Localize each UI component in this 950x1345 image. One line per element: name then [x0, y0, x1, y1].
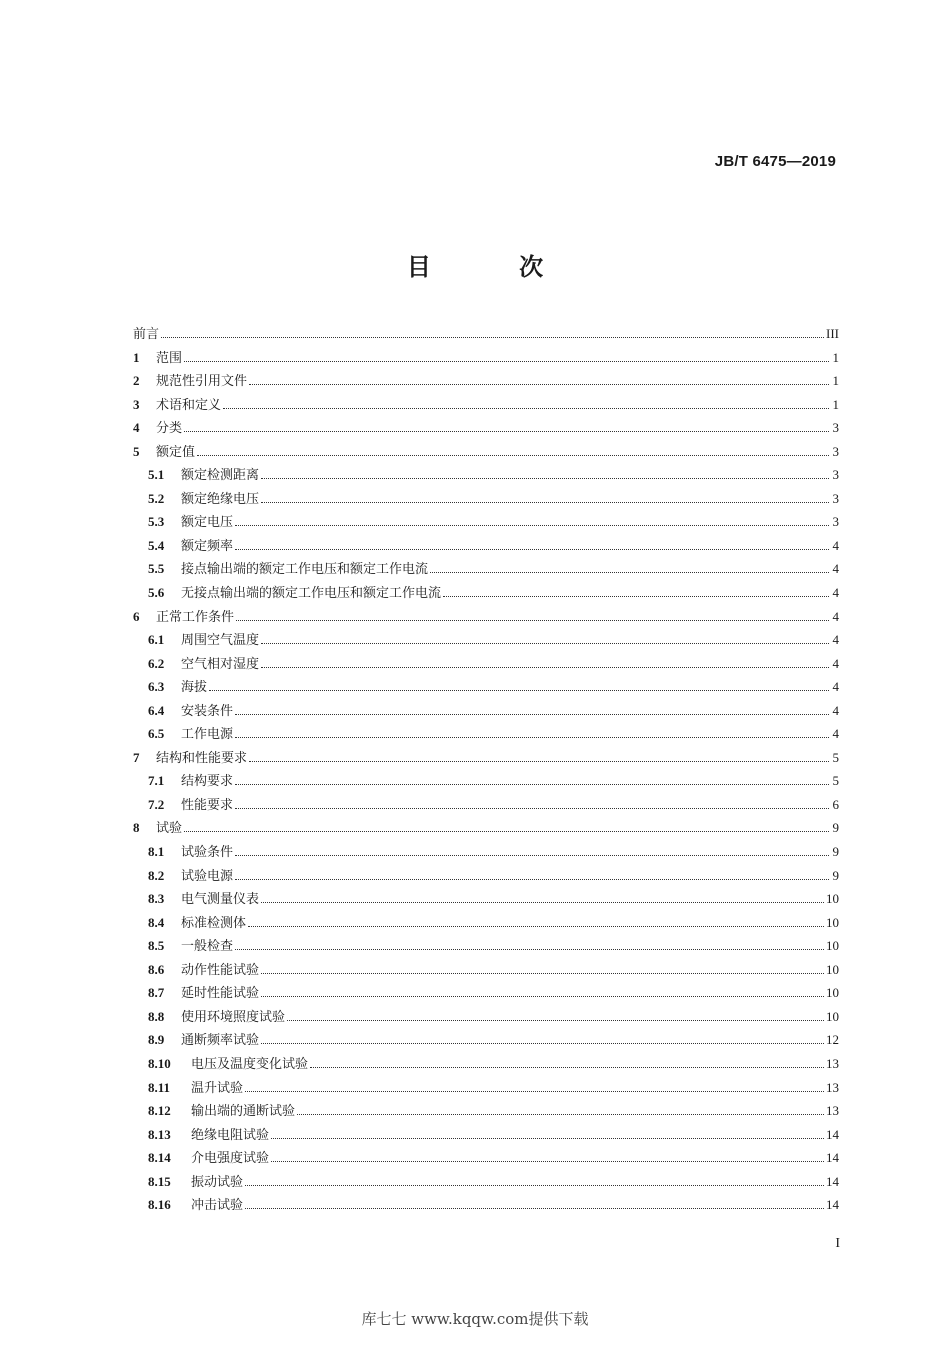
toc-entry[interactable]: [133, 606, 839, 630]
toc-entry-label: 试验: [156, 821, 183, 837]
toc-entry-label: 接点输出端的额定工作电压和额定工作电流: [181, 562, 429, 578]
toc-entry-number: 8.14: [148, 1150, 171, 1166]
page-number: I: [835, 1236, 840, 1251]
toc-entry[interactable]: [133, 676, 839, 700]
toc-entry[interactable]: [133, 865, 839, 889]
toc-entry-label: 额定检测距离: [181, 468, 260, 484]
dot-leader: [245, 1207, 824, 1209]
dot-leader: [184, 430, 829, 432]
toc-entry-label: 试验电源: [181, 868, 234, 884]
toc-entry-number: 8.8: [148, 1008, 165, 1024]
dot-leader: [261, 1042, 824, 1044]
toc-entry-label: 额定值: [156, 444, 196, 460]
toc-entry[interactable]: [133, 794, 839, 818]
toc-entry-number: 8.7: [148, 985, 165, 1001]
toc-entry-page: 3: [832, 467, 839, 483]
toc-entry-label: 分类: [156, 421, 183, 437]
toc-entry-page: 4: [832, 655, 839, 671]
toc-entry-page: 4: [832, 561, 839, 577]
toc-entry[interactable]: [133, 417, 839, 441]
toc-entry-number: 8.9: [148, 1032, 165, 1048]
toc-entry[interactable]: [133, 582, 839, 606]
dot-leader: [197, 454, 829, 456]
toc-entry-label: 输出端的通断试验: [191, 1104, 296, 1120]
toc-entry[interactable]: [133, 558, 839, 582]
dot-leader: [235, 736, 829, 738]
toc-entry-label: 冲击试验: [191, 1198, 244, 1214]
toc-entry-label: 性能要求: [181, 797, 234, 813]
toc-entry-page: 9: [832, 867, 839, 883]
toc-entry-label: 绝缘电阻试验: [191, 1127, 270, 1143]
dot-leader: [430, 571, 829, 573]
toc-entry-number: 7: [133, 749, 140, 765]
toc-entry-number: 5.1: [148, 467, 165, 483]
toc-entry-number: 8.5: [148, 938, 165, 954]
toc-entry-page: 10: [826, 961, 839, 977]
dot-leader: [248, 925, 824, 927]
toc-entry-page: 1: [832, 349, 839, 365]
toc-entry[interactable]: [133, 1100, 839, 1124]
toc-entry[interactable]: [133, 653, 839, 677]
toc-entry-page: 13: [826, 1079, 839, 1095]
dot-leader: [261, 972, 824, 974]
toc-entry-page: 14: [826, 1197, 839, 1213]
dot-leader: [245, 1090, 824, 1092]
page-title: 目 次: [406, 253, 584, 281]
toc-entry-page: III: [826, 326, 839, 341]
dot-leader: [235, 854, 829, 856]
toc-entry-label: 前言: [133, 327, 160, 342]
toc-entry-label: 无接点输出端的额定工作电压和额定工作电流: [181, 586, 442, 602]
toc-entry-page: 13: [826, 1055, 839, 1071]
toc-entry-page: 14: [826, 1150, 839, 1166]
toc-entry-number: 5.6: [148, 585, 165, 601]
toc-entry[interactable]: [133, 441, 839, 465]
toc-entry-number: 2: [133, 373, 140, 389]
toc-entry[interactable]: [133, 511, 839, 535]
toc-entry-label: 通断频率试验: [181, 1033, 260, 1049]
table-of-contents: [133, 323, 839, 1218]
toc-entry-page: 14: [826, 1173, 839, 1189]
dot-leader: [235, 548, 829, 550]
toc-entry-page: 3: [832, 443, 839, 459]
toc-entry-number: 7.2: [148, 796, 165, 812]
toc-entry-number: 8.11: [148, 1079, 171, 1095]
dot-leader: [297, 1113, 824, 1115]
toc-entry-number: 7.1: [148, 773, 165, 789]
toc-entry-page: 9: [832, 820, 839, 836]
toc-entry-number: 6.5: [148, 726, 165, 742]
toc-entry[interactable]: [133, 1006, 839, 1030]
toc-entry-page: 4: [832, 679, 839, 695]
toc-entry-number: 8.12: [148, 1103, 171, 1119]
toc-entry-label: 结构和性能要求: [156, 750, 248, 766]
toc-entry-page: 12: [826, 1032, 839, 1048]
toc-entry-page: 4: [832, 632, 839, 648]
toc-entry-number: 8.15: [148, 1173, 171, 1189]
toc-entry-page: 5: [832, 749, 839, 765]
toc-entry-page: 4: [832, 608, 839, 624]
toc-entry-label: 介电强度试验: [191, 1151, 270, 1167]
toc-entry-number: 6.2: [148, 655, 165, 671]
dot-leader: [287, 1019, 824, 1021]
toc-entry-page: 4: [832, 726, 839, 742]
toc-entry-number: 5.3: [148, 514, 165, 530]
toc-entry-number: 3: [133, 396, 140, 412]
toc-entry[interactable]: [133, 723, 839, 747]
toc-entry-page: 10: [826, 938, 839, 954]
toc-entry-label: 周围空气温度: [181, 633, 260, 649]
toc-entry-label: 工作电源: [181, 727, 234, 743]
dot-leader: [209, 689, 829, 691]
dot-leader: [184, 830, 829, 832]
toc-entry-number: 8.2: [148, 867, 165, 883]
toc-entry-page: 10: [826, 985, 839, 1001]
toc-entry-label: 延时性能试验: [181, 986, 260, 1002]
dot-leader: [261, 477, 829, 479]
dot-leader: [249, 383, 829, 385]
toc-entry-label: 标准检测体: [181, 915, 247, 931]
dot-leader: [235, 948, 824, 950]
toc-entry[interactable]: [133, 747, 839, 771]
dot-leader: [236, 619, 829, 621]
dot-leader: [161, 336, 824, 338]
toc-entry-number: 6: [133, 608, 140, 624]
toc-entry-label: 结构要求: [181, 774, 234, 790]
dot-leader: [235, 878, 829, 880]
toc-entry[interactable]: [133, 1147, 839, 1171]
toc-entry-label: 电气测量仪表: [181, 892, 260, 908]
toc-entry-number: 6.4: [148, 702, 165, 718]
toc-entry-label: 使用环境照度试验: [181, 1009, 286, 1025]
toc-entry[interactable]: [133, 982, 839, 1006]
dot-leader: [261, 501, 829, 503]
dot-leader: [184, 360, 829, 362]
toc-entry[interactable]: [133, 700, 839, 724]
dot-leader: [310, 1066, 824, 1068]
toc-entry-label: 海拔: [181, 680, 208, 696]
toc-entry-page: 4: [832, 702, 839, 718]
toc-entry-number: 5: [133, 443, 140, 459]
dot-leader: [443, 595, 829, 597]
toc-entry-label: 温升试验: [191, 1080, 244, 1096]
toc-entry-label: 正常工作条件: [156, 609, 235, 625]
toc-entry[interactable]: [133, 323, 839, 347]
dot-leader: [261, 666, 829, 668]
toc-entry[interactable]: [133, 394, 839, 418]
toc-entry[interactable]: [133, 629, 839, 653]
toc-entry[interactable]: [133, 1124, 839, 1148]
toc-entry-page: 1: [832, 373, 839, 389]
toc-entry-number: 6.1: [148, 632, 165, 648]
toc-entry-label: 范围: [156, 350, 183, 366]
toc-entry[interactable]: [133, 770, 839, 794]
toc-entry-page: 5: [832, 773, 839, 789]
toc-entry-number: 8.13: [148, 1126, 171, 1142]
toc-entry-label: 电压及温度变化试验: [191, 1056, 309, 1072]
standard-number: JB/T 6475—2019: [714, 153, 836, 170]
toc-entry-page: 13: [826, 1103, 839, 1119]
dot-leader: [235, 713, 829, 715]
toc-entry-page: 3: [832, 490, 839, 506]
toc-entry[interactable]: [133, 959, 839, 983]
toc-entry[interactable]: [133, 488, 839, 512]
dot-leader: [261, 901, 824, 903]
toc-entry[interactable]: [133, 1077, 839, 1101]
toc-entry[interactable]: [133, 1029, 839, 1053]
toc-entry-number: 5.4: [148, 537, 165, 553]
toc-entry-page: 10: [826, 891, 839, 907]
toc-entry-label: 额定电压: [181, 515, 234, 531]
toc-entry[interactable]: [133, 888, 839, 912]
toc-entry-page: 14: [826, 1126, 839, 1142]
toc-entry-number: 6.3: [148, 679, 165, 695]
toc-entry[interactable]: [133, 1171, 839, 1195]
toc-entry[interactable]: [133, 841, 839, 865]
toc-entry-page: 3: [832, 514, 839, 530]
dot-leader: [261, 642, 829, 644]
dot-leader: [271, 1137, 824, 1139]
toc-entry[interactable]: [133, 817, 839, 841]
toc-entry[interactable]: [133, 370, 839, 394]
dot-leader: [245, 1184, 824, 1186]
toc-entry-number: 8.3: [148, 891, 165, 907]
dot-leader: [235, 783, 829, 785]
toc-entry-number: 8.4: [148, 914, 165, 930]
toc-entry-page: 3: [832, 420, 839, 436]
toc-entry-page: 4: [832, 585, 839, 601]
toc-entry[interactable]: [133, 347, 839, 371]
toc-entry-page: 6: [832, 796, 839, 812]
toc-entry-page: 1: [832, 396, 839, 412]
toc-entry-page: 9: [832, 844, 839, 860]
toc-entry-label: 额定绝缘电压: [181, 491, 260, 507]
toc-entry-number: 8.1: [148, 844, 165, 860]
toc-entry[interactable]: [133, 464, 839, 488]
toc-entry[interactable]: [133, 1194, 839, 1218]
toc-entry-number: 4: [133, 420, 140, 436]
toc-entry-number: 5.2: [148, 490, 165, 506]
toc-entry-page: 10: [826, 914, 839, 930]
dot-leader: [271, 1160, 824, 1162]
toc-entry-number: 8: [133, 820, 140, 836]
toc-entry-label: 一般检查: [181, 939, 234, 955]
dot-leader: [249, 760, 829, 762]
toc-entry[interactable]: [133, 912, 839, 936]
toc-entry-number: 1: [133, 349, 140, 365]
toc-entry-label: 规范性引用文件: [156, 374, 248, 390]
toc-entry-page: 4: [832, 537, 839, 553]
toc-entry-label: 安装条件: [181, 703, 234, 719]
toc-entry-label: 振动试验: [191, 1174, 244, 1190]
toc-entry-label: 术语和定义: [156, 397, 222, 413]
toc-entry-page: 10: [826, 1008, 839, 1024]
dot-leader: [235, 807, 829, 809]
dot-leader: [235, 524, 829, 526]
toc-entry-number: 8.10: [148, 1055, 171, 1071]
toc-entry-label: 空气相对湿度: [181, 656, 260, 672]
toc-entry-label: 额定频率: [181, 538, 234, 554]
dot-leader: [261, 995, 824, 997]
footer-watermark: 库七七 www.kqqw.com提供下载: [361, 1310, 589, 1328]
toc-entry-label: 动作性能试验: [181, 962, 260, 978]
dot-leader: [223, 407, 829, 409]
toc-entry-number: 8.16: [148, 1197, 171, 1213]
toc-entry[interactable]: [133, 535, 839, 559]
toc-entry[interactable]: [133, 935, 839, 959]
toc-entry-label: 试验条件: [181, 845, 234, 861]
toc-entry-number: 8.6: [148, 961, 165, 977]
toc-entry[interactable]: [133, 1053, 839, 1077]
toc-entry-number: 5.5: [148, 561, 165, 577]
